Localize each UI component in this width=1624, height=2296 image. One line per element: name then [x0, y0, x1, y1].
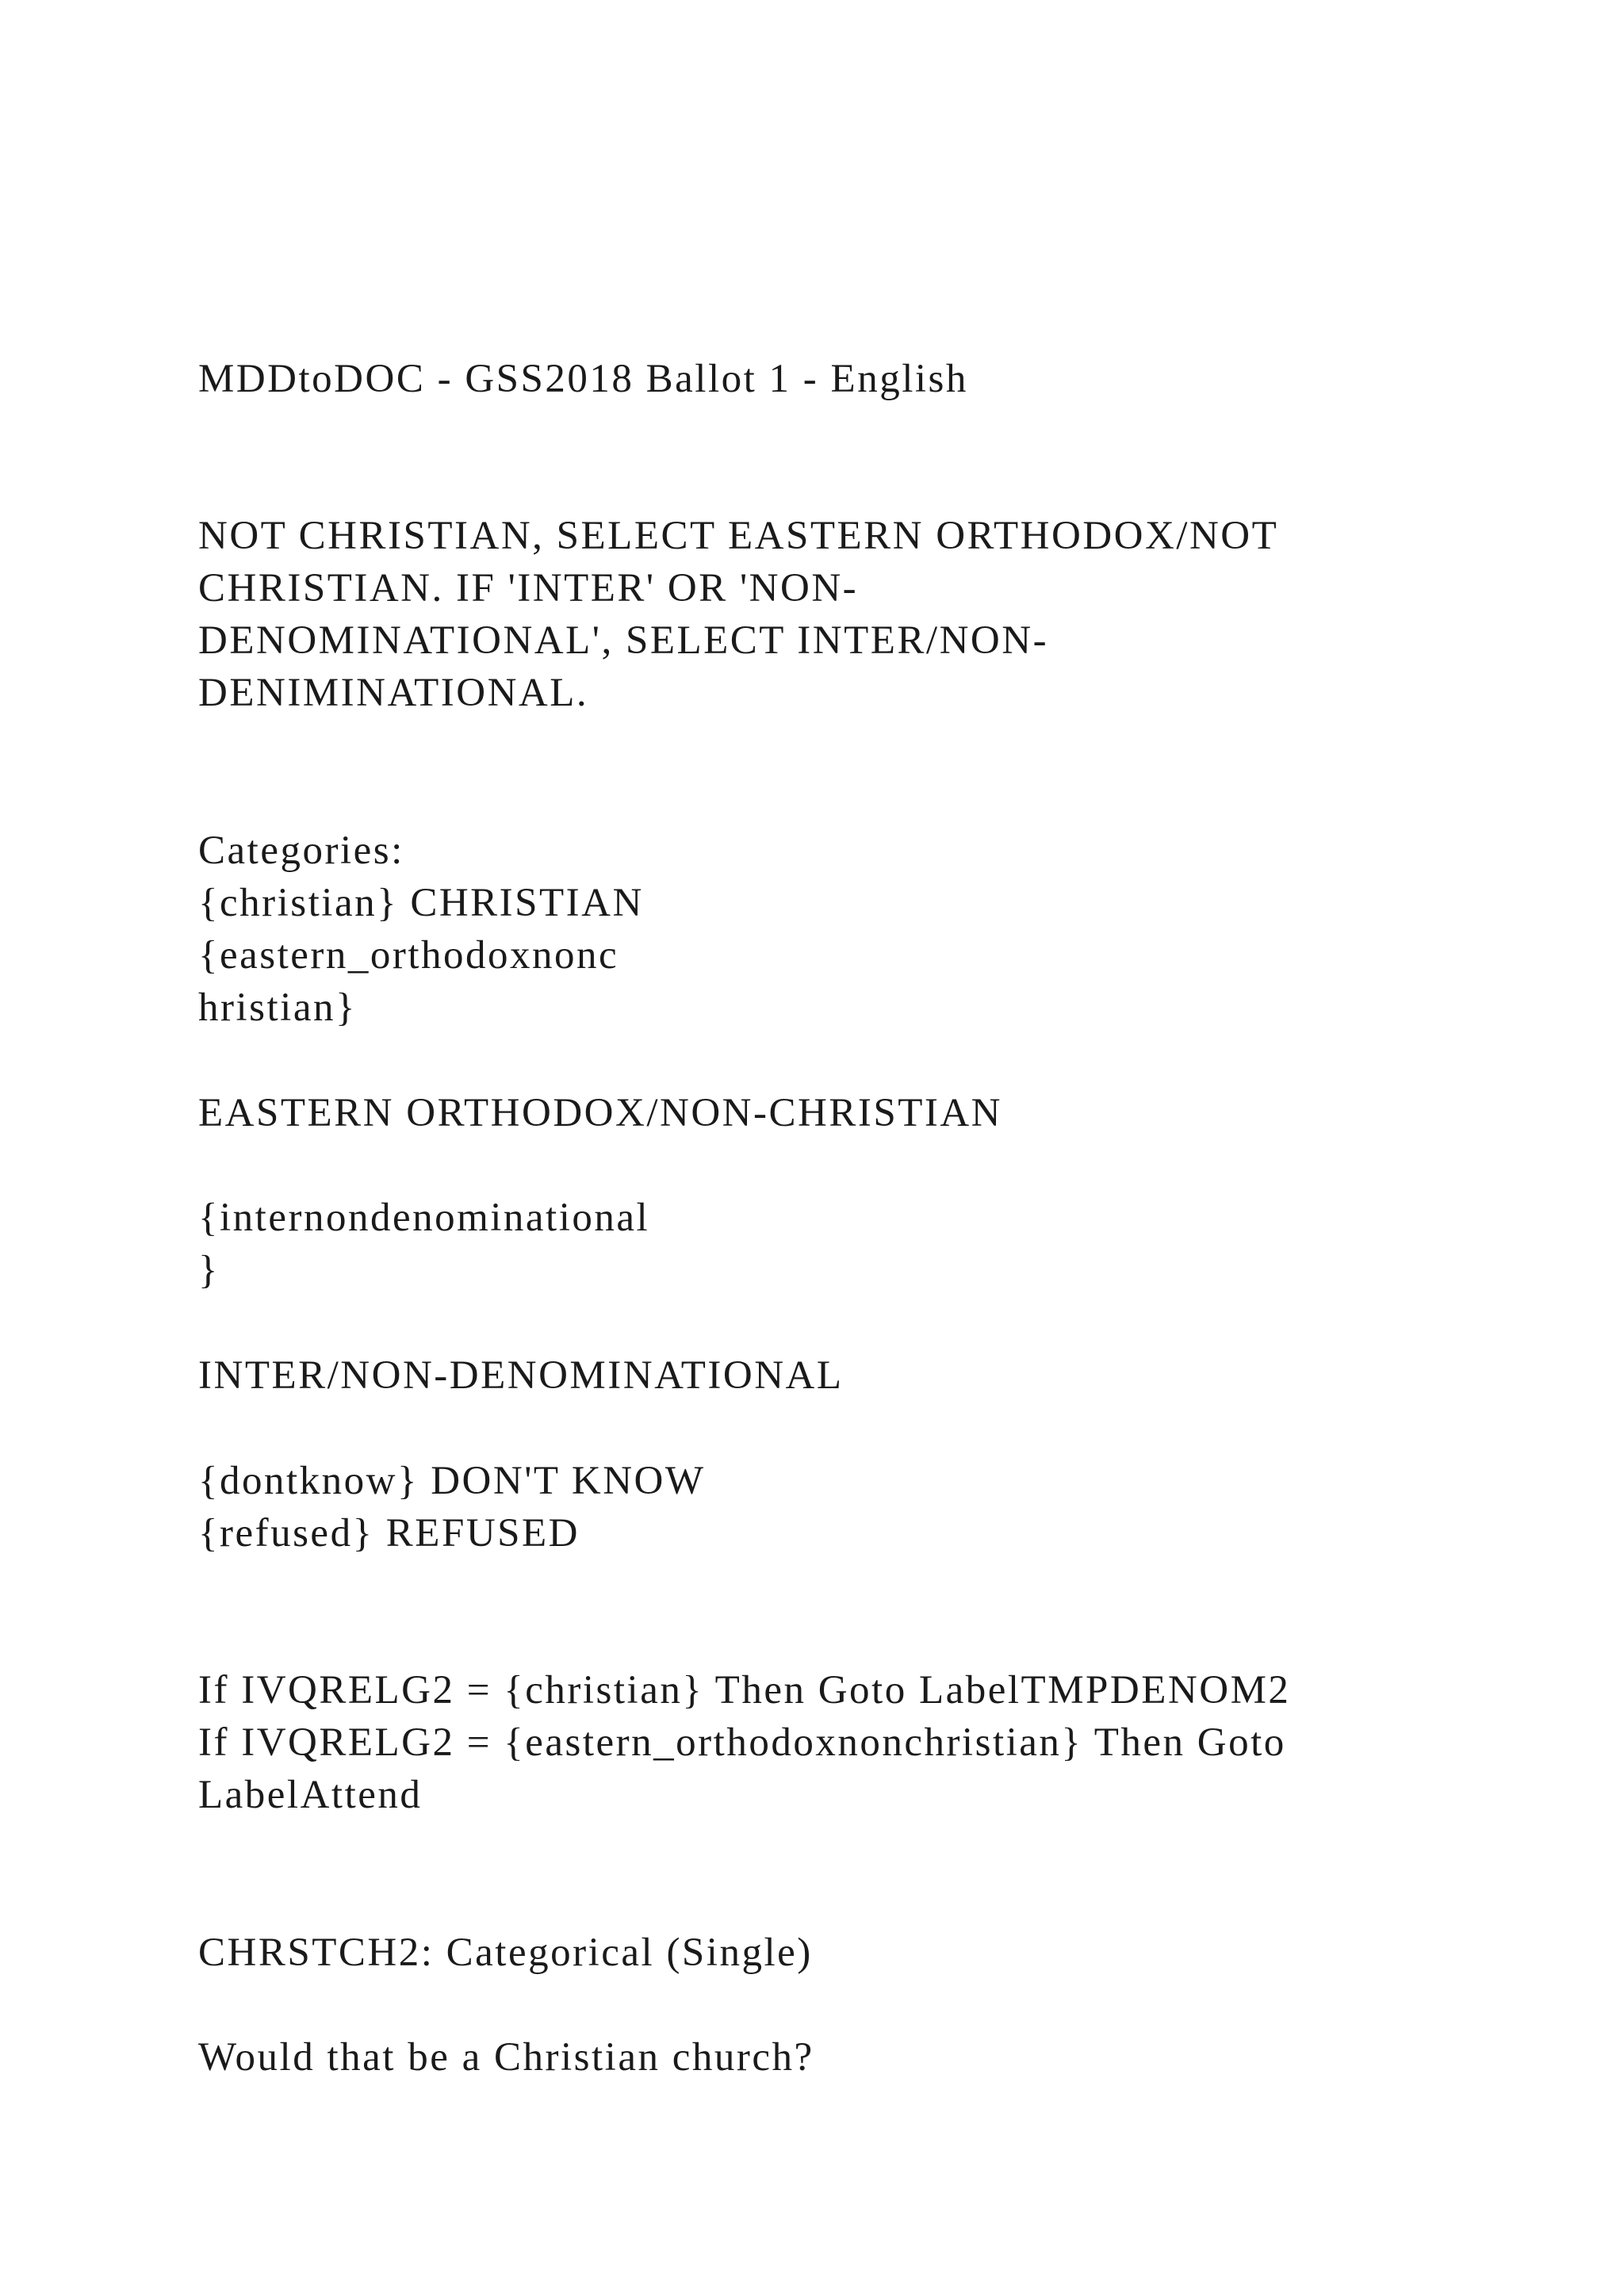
category-dontknow: {dontknow} DON'T KNOW: [198, 1459, 706, 1503]
question-text: Would that be a Christian church?: [198, 2035, 814, 2080]
question-id: CHRSTCH2: Categorical (Single): [198, 1931, 813, 1975]
categories-label: Categories:: [198, 828, 404, 873]
instruction-line: DENIMINATIONAL.: [198, 671, 589, 715]
category-refused: {refused} REFUSED: [198, 1511, 580, 1556]
instruction-line: DENOMINATIONAL', SELECT INTER/NON-: [198, 618, 1049, 663]
instruction-line: NOT CHRISTIAN, SELECT EASTERN ORTHODOX/NOT: [198, 514, 1279, 558]
document-header: MDDtoDOC - GSS2018 Ballot 1 - English: [198, 357, 968, 401]
category-inter-label: INTER/NON-DENOMINATIONAL: [198, 1353, 844, 1398]
routing-line: LabelAttend: [198, 1773, 423, 1817]
category-eastern-code-continued: hristian}: [198, 985, 357, 1030]
instruction-line: CHRISTIAN. IF 'INTER' OR 'NON-: [198, 566, 859, 610]
category-inter-code-continued: }: [198, 1248, 220, 1292]
category-eastern-code: {eastern_orthodoxnonc: [198, 933, 619, 978]
category-inter-code: {internondenominational: [198, 1196, 650, 1240]
category-eastern-label: EASTERN ORTHODOX/NON-CHRISTIAN: [198, 1091, 1002, 1135]
category-christian: {christian} CHRISTIAN: [198, 881, 644, 925]
routing-line: If IVQRELG2 = {christian} Then Goto LabelTMPDENOM2: [198, 1668, 1291, 1712]
routing-line: If IVQRELG2 = {eastern_orthodoxnonchristian} Then Goto: [198, 1720, 1286, 1765]
